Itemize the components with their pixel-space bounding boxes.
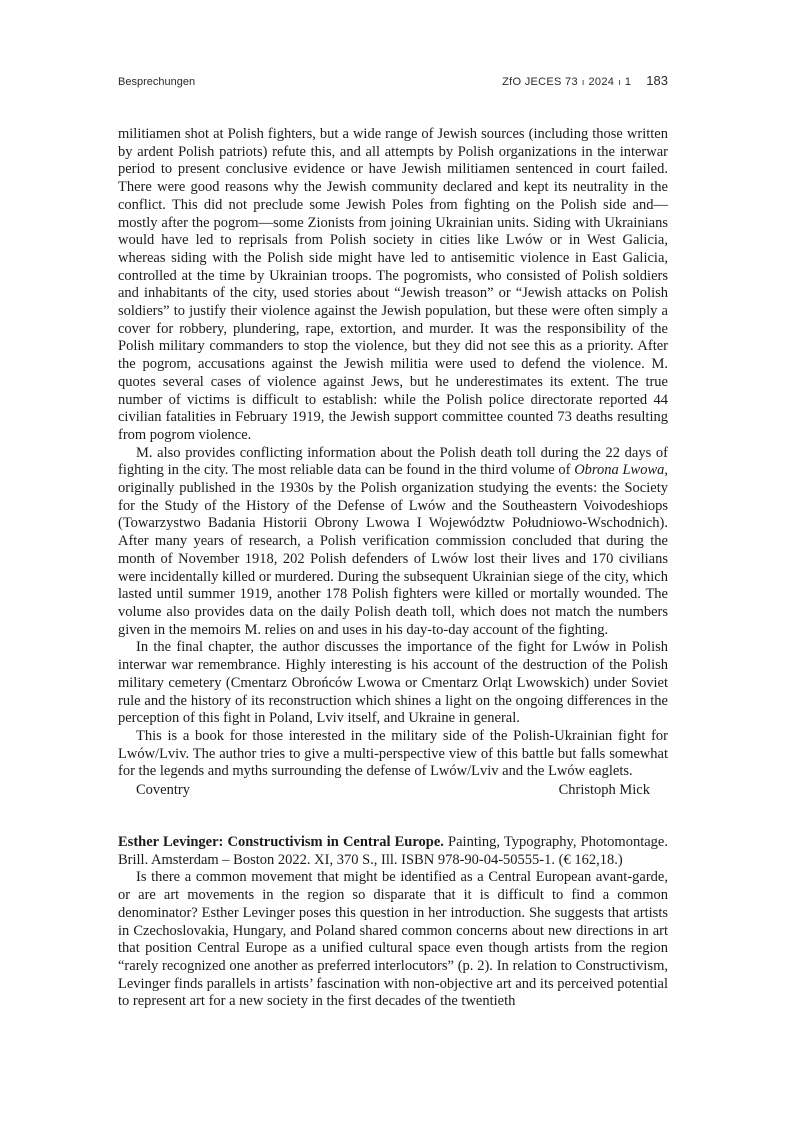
journal-citation — [502, 73, 668, 88]
review-paragraph: This is a book for those interested in the military side of the Polish-Ukrainian fight for Lwów/Lviv. The author tries to give a multi-perspective view of this battle but falls somewhat for the legends and myths surrounding the defense of Lwów/Lviv and the Lwów eaglets. — [118, 727, 668, 780]
page-number: 183 — [646, 73, 668, 88]
review-signoff — [118, 782, 668, 800]
review-heading-title: Esther Levinger: Constructivism in Central Europe. — [118, 834, 444, 851]
citation-separator: ı — [618, 77, 621, 87]
review-paragraph: In the final chapter, the author discusses the importance of the fight for Lwów in Polish interwar war remembrance. Highly interesting is his account of the destruction of the Polish military cemetery (Cmentarz Obrońców Lwowa or Cmentarz Orląt Lwowskich) under Soviet rule and the history of its reconstruction which shines a light on the ongoing differences in the perception of this fight in Poland, Lviv itself, and Ukraine in general. — [118, 639, 668, 727]
journal-year: 2024 — [588, 76, 615, 88]
book-title-italic: Obrona Lwowa — [574, 462, 665, 479]
review-heading-details: Painting, Typography, Photomontage. Brill. Amsterdam – Boston 2022. XI, 370 S., Ill. ISBN 978-90-04-50555-1. (€ 162,18.) — [118, 834, 668, 868]
citation-separator: ı — [581, 77, 585, 87]
running-head — [118, 73, 668, 93]
review-paragraph: militiamen shot at Polish fighters, but a wide range of Jewish sources (including those written by ardent Polish patriots) refute this, and all attempts by Polish organizations in the interwar period to present conclusive evidence or have Jewish militiamen sentenced in court failed. There were good reasons why the Jewish community declared and kept its neutrality in the conflict. This did not preclude some Jewish Poles from fighting on the Polish side and—mostly after the pogrom—some Zionists from joining Ukrainian units. Siding with Ukrainians would have led to reprisals from Polish society in cities like Lwów or in West Galicia, whereas siding with the Polish side might have led to antisemitic violence in East Galicia, controlled at the time by Ukrainian troops. The pogromists, who consisted of Polish soldiers and inhabitants of the city, used stories about “Jewish treason” or “Jewish attacks on Polish soldiers” to justify their violence against the Jewish population, but these were often simply a cover for robbery, plundering, rape, extortion, and murder. It was the responsibility of the Polish military commanders to stop the violence, but they did not see this as a priority. After the pogrom, accusations against the Jewish militia were used to defend the violence. M. quotes several cases of violence against Jews, but he underestimates its extent. The true number of victims is difficult to establish: while the Polish police directorate reported 44 civilian fatalities in February 1919, the Jewish support committee counted 73 deaths resulting from pogrom violence. — [118, 126, 668, 443]
paragraph-text: , originally published in the 1930s by the Polish organization studying the events: the Society for the Study of the History of the Defense of Lwów and the Southeastern Voivodeshiops (Towarzystwo Badania Historii Obrony Lwowa I Województw Południowo-Wschodnich). After many years of research, a Polish verification commission concluded that during the month of November 1918, 202 Polish defenders of Lwów lost their lives and 170 civilians were incidentally killed or murdered. During the subsequent Ukrainian siege of the city, which lasted until summer 1919, another 178 Polish fighters were killed or mortally wounded. The volume also provides data on the daily Polish death toll, which does not match the numbers given in the memoirs M. relies on and uses in his day-to-day account of the fighting. — [118, 462, 668, 638]
reviewer-name: Christoph Mick — [558, 782, 650, 799]
reviewer-location: Coventry — [136, 782, 190, 799]
journal-issue: 1 — [624, 76, 632, 88]
review-paragraph — [118, 445, 668, 640]
review-paragraph: Is there a common movement that might be identified as a Central European avant-garde, or are art movements in the region so disparate that it is difficult to find a common denominator? Esther Levinger poses this question in her introduction. She suggests that artists in Czechoslovakia, Hungary, and Poland shared common concerns about new directions in art that position Central Europe as a unified cultural space even though artists from the region “rarely recognized one another as preferred interlocutors” (p. 2). In relation to Constructivism, Levinger finds parallels in artists’ fascination with non-objective art and its perceived potential to represent art for a new society in the first decades of the twentieth — [118, 869, 668, 1010]
article-body — [118, 126, 668, 1011]
paragraph-text: M. also provides conflicting information about the Polish death toll during the 22 days of fighting in the city. The most reliable data can be found in the third volume of — [118, 444, 668, 479]
section-title: Besprechungen — [118, 76, 196, 88]
journal-name: ZfO JECES 73 — [502, 76, 578, 88]
review-heading — [118, 834, 668, 869]
